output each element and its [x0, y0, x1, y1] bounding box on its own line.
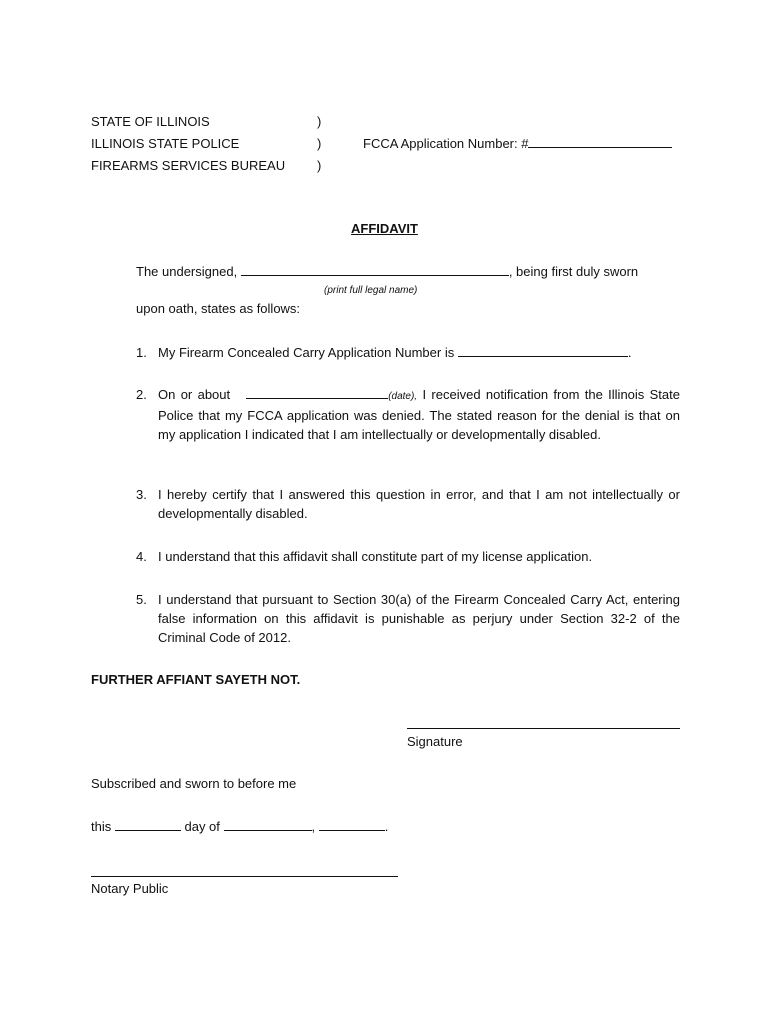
item-1-number: 1. [136, 345, 147, 360]
month-blank[interactable] [224, 818, 312, 831]
legal-name-hint: (print full legal name) [324, 285, 418, 296]
year-blank[interactable] [319, 818, 385, 831]
closing-statement: FURTHER AFFIANT SAYETH NOT. [91, 672, 301, 687]
item-1 [158, 343, 680, 362]
date-comma: , [311, 819, 316, 834]
subscribed-text: Subscribed and sworn to before me [91, 776, 297, 791]
item-2-number: 2. [136, 387, 147, 402]
header-state: STATE OF ILLINOIS [91, 114, 210, 129]
item-4-text: I understand that this affidavit shall constitute part of my license application. [158, 549, 593, 564]
this-label: this [91, 819, 112, 834]
header-bureau: FIREARMS SERVICES BUREAU [91, 158, 286, 173]
header-paren-1: ) [317, 114, 322, 129]
date-hint: (date), [388, 391, 418, 402]
item-1-text: My Firearm Concealed Carry Application Number is [158, 345, 455, 360]
day-of-label: day of [184, 819, 220, 834]
item-3-number: 3. [136, 487, 147, 502]
header-paren-2: ) [317, 136, 322, 151]
signature-label: Signature [407, 734, 463, 749]
header-agency: ILLINOIS STATE POLICE [91, 136, 240, 151]
item-3-text: I hereby certify that I answered this question in error, and that I am not intellectually or developmentally disabled. [158, 487, 680, 521]
application-number-blank[interactable] [458, 344, 628, 357]
item-5-number: 5. [136, 592, 147, 607]
signature-line[interactable] [407, 728, 680, 729]
item-2-lead: On or about [158, 387, 231, 402]
item-1-period: . [627, 345, 632, 360]
intro-continuation: upon oath, states as follows: [136, 301, 301, 316]
intro-lead: The undersigned, [136, 264, 238, 279]
page-title: AFFIDAVIT [351, 221, 418, 236]
fcca-app-number-field [363, 135, 672, 153]
day-blank[interactable] [115, 818, 181, 831]
fcca-app-number-label: FCCA Application Number: # [363, 136, 529, 151]
intro-line [136, 263, 638, 281]
legal-name-blank[interactable] [241, 263, 509, 276]
notary-date-line [91, 818, 388, 836]
denial-date-blank[interactable] [246, 386, 388, 399]
intro-tail: , being first duly sworn [508, 264, 639, 279]
item-5-text: I understand that pursuant to Section 30(a) of the Firearm Concealed Carry Act, entering false information on this affidavit is punishable as perjury under Section 32-2 of the Criminal Code of 2012. [158, 592, 680, 645]
date-period: . [384, 819, 389, 834]
header-paren-3: ) [317, 158, 322, 173]
notary-signature-line[interactable] [91, 876, 398, 877]
notary-label: Notary Public [91, 881, 169, 896]
item-2-text: I received notification from the Illinois State Police that my FCCA application was denied. The stated reason for the denial is that on my application I indicated that I am intellectually or developmentally disabled. [158, 387, 680, 442]
item-2 [158, 385, 680, 444]
fcca-app-number-blank[interactable] [528, 135, 672, 148]
item-4-number: 4. [136, 549, 147, 564]
